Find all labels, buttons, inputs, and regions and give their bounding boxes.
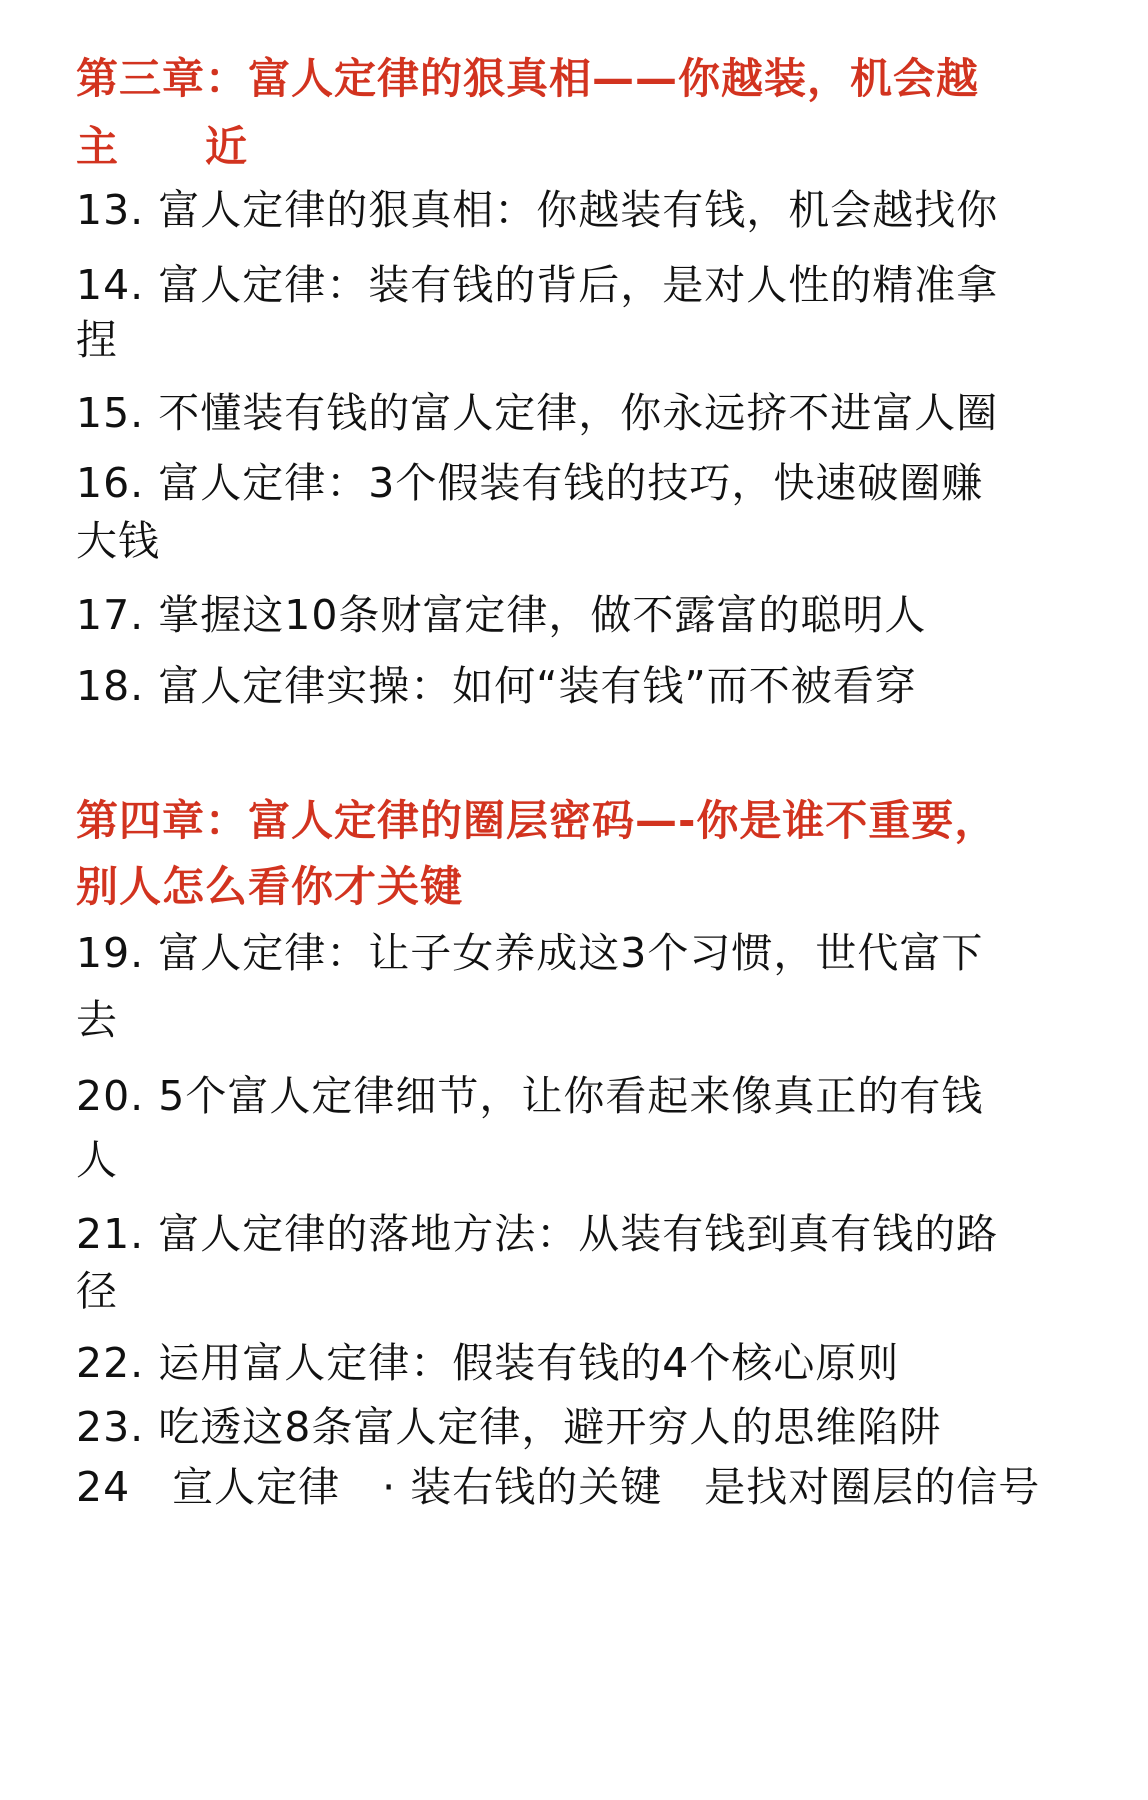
chapter-4-item-20-line-1: 20. 5个富人定律细节，让你看起来像真正的有钱 [76, 1072, 984, 1120]
chapter-4-item-21-line-2: 径 [76, 1267, 118, 1315]
chapter-3-item-18: 18. 富人定律实操：如何“装有钱”而不被看穿 [76, 662, 917, 710]
chapter-4-item-19-line-2: 去 [76, 996, 118, 1044]
chapter-3-item-14-line-1: 14. 富人定律：装有钱的背后，是对人性的精准拿 [76, 261, 999, 309]
chapter-3-item-16-line-2: 大钱 [76, 517, 160, 565]
chapter-4-title-line-2: 别人怎么看你才关键 [76, 862, 464, 911]
chapter-4-item-24: 24 宣人定律 · 装右钱的关键 是找对圈层的信号 [76, 1463, 1041, 1511]
chapter-3-item-14-line-2: 捏 [76, 316, 118, 364]
chapter-4-item-22: 22. 运用富人定律：假装有钱的4个核心原则 [76, 1339, 900, 1387]
chapter-4-item-21-line-1: 21. 富人定律的落地方法：从装有钱到真有钱的路 [76, 1210, 999, 1258]
chapter-3-item-17: 17. 掌握这10条财富定律，做不露富的聪明人 [76, 591, 927, 639]
chapter-3-title-line-1: 第三章：富人定律的狠真相——你越装，机会越 [76, 54, 980, 103]
chapter-3-item-13: 13. 富人定律的狠真相：你越装有钱，机会越找你 [76, 186, 999, 234]
chapter-4-item-19-line-1: 19. 富人定律：让子女养成这3个习惯，世代富下 [76, 929, 984, 977]
chapter-3-title-line-2: 主 近 [76, 122, 249, 171]
chapter-4-item-23: 23. 吃透这8条富人定律，避开穷人的思维陷阱 [76, 1403, 942, 1451]
chapter-4-item-20-line-2: 人 [76, 1136, 118, 1184]
chapter-3-item-15: 15. 不懂装有钱的富人定律，你永远挤不进富人圈 [76, 389, 999, 437]
chapter-4-title-line-1: 第四章：富人定律的圈层密码—-你是谁不重要， [76, 796, 998, 845]
chapter-3-item-16-line-1: 16. 富人定律：3个假装有钱的技巧，快速破圈赚 [76, 459, 984, 507]
